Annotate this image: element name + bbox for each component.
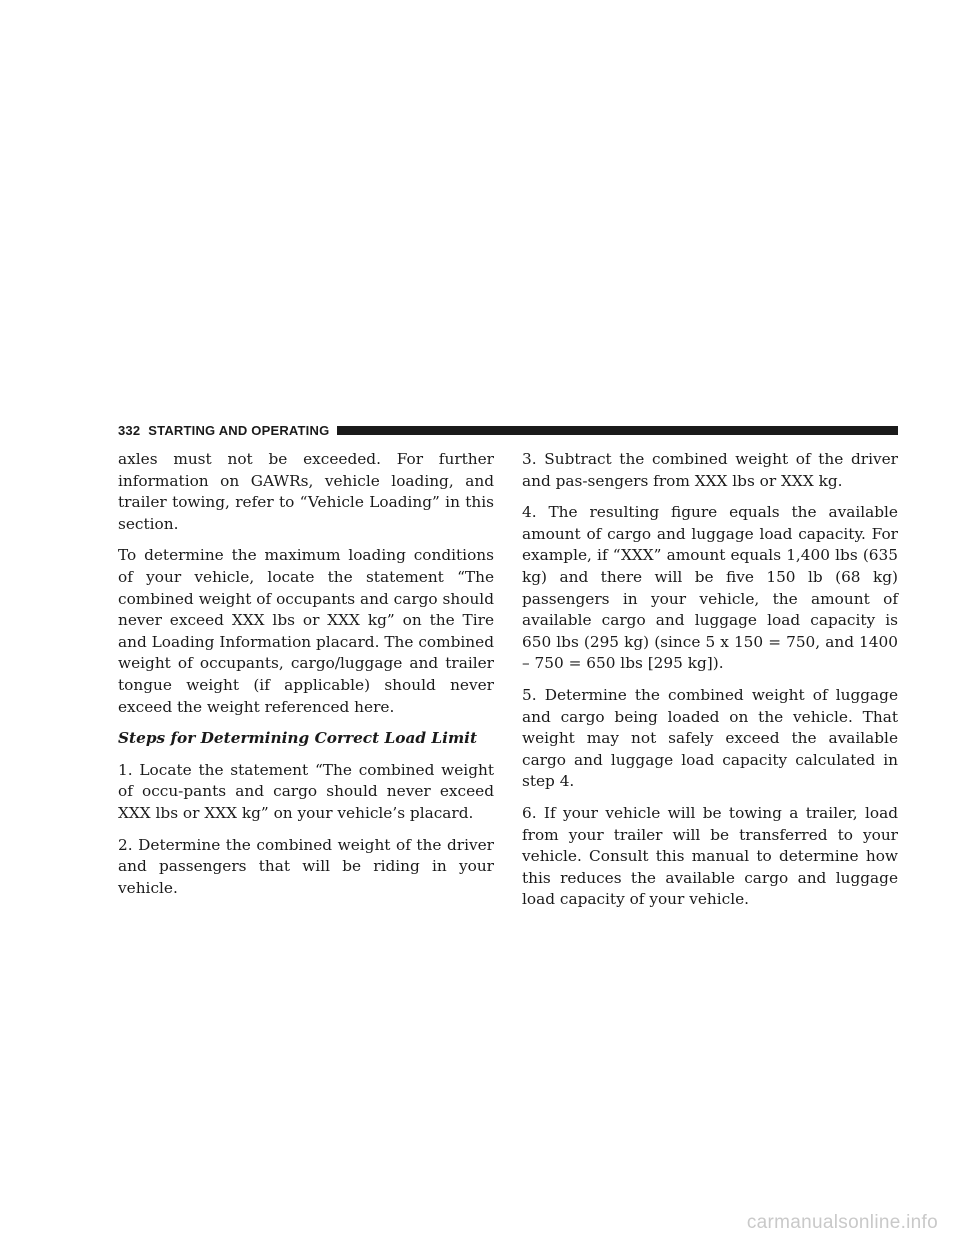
left-column bbox=[118, 449, 494, 909]
paragraph: axles must not be exceeded. For further information on GAWRs, vehicle loading, and trailer towing, refer to “Vehicle Loading” in this section. bbox=[118, 450, 494, 533]
step-1: 1. Locate the statement “The combined weight of occu-pants and cargo should never exceed XXX lbs or XXX kg” on your vehicle’s placard. bbox=[118, 760, 494, 822]
step-5: 5. Determine the combined weight of luggage and cargo being loaded on the vehicle. That weight may not safely exceed the available cargo and luggage load capacity calculated in step 4. bbox=[522, 685, 898, 791]
step-6: 6. If your vehicle will be towing a trailer, load from your trailer will be transferred to your vehicle. Consult this manual to determine how this reduces the available cargo and luggage load capacity of your vehicle. bbox=[522, 803, 898, 909]
page-header bbox=[118, 422, 898, 438]
right-column bbox=[522, 449, 898, 921]
section-title: STARTING AND OPERATING bbox=[148, 422, 330, 438]
paragraph: To determine the maximum loading conditions of your vehicle, locate the statement “The combined weight of occupants and cargo should never exceed XXX lbs or XXX kg” on the Tire and Loading Information placard. The combined weight of occupants, cargo/luggage and trailer tongue weight (if applicable) should never exceed the weight referenced here. bbox=[118, 546, 494, 716]
step-3: 3. Subtract the combined weight of the driver and pas-sengers from XXX lbs or XXX kg. bbox=[522, 450, 898, 490]
header-rule bbox=[337, 426, 898, 435]
watermark: carmanualsonline.info bbox=[746, 1212, 938, 1233]
step-4: 4. The resulting figure equals the available amount of cargo and luggage load capacity. For example, if “XXX” amount equals 1,400 lbs (635 kg) and there will be five 150 lb (68 kg) passengers in your vehicle, the amount of available cargo and luggage load capacity is 650 lbs (295 kg) (since 5 x 150 = 750, and 1400 – 750 = 650 lbs [295 kg]). bbox=[522, 503, 898, 673]
step-2: 2. Determine the combined weight of the driver and passengers that will be riding in your vehicle. bbox=[118, 835, 494, 897]
page-number: 332 bbox=[118, 422, 141, 438]
subheading: Steps for Determining Correct Load Limit bbox=[118, 729, 478, 748]
